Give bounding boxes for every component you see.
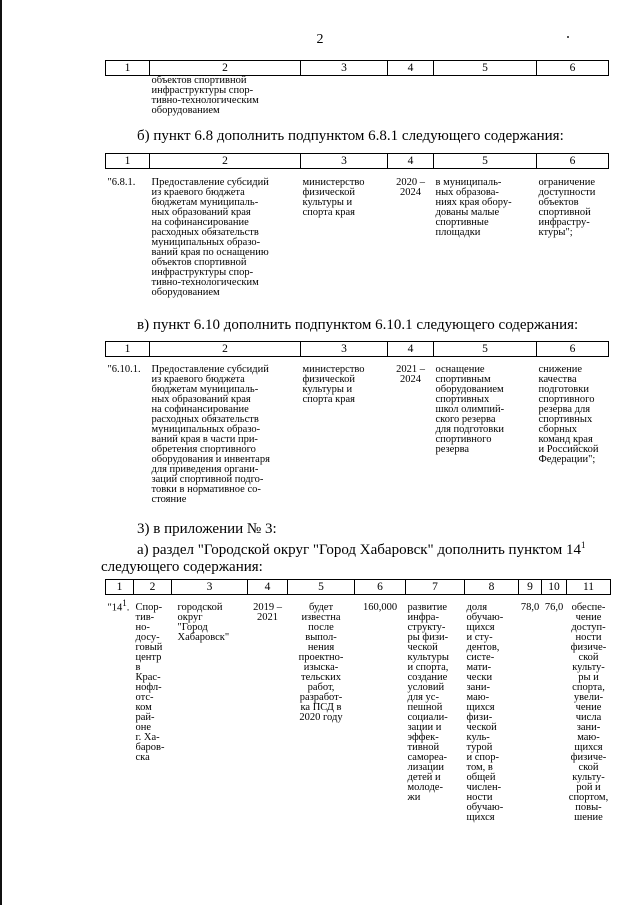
header-cell: 3 bbox=[301, 154, 388, 169]
cell-description: Предоставление субсидий из краевого бюджета бюджетам муниципаль- ных образований края на софинансирование расходных обязательств муниципальных образо- ваний края в части при- обретения спортивного оборудования и инвентаря для приведения органи- заций спортивной подго- товки в нормативное со- стояние bbox=[151, 364, 270, 505]
table-continuation bbox=[105, 60, 609, 116]
cell-effect: обеспе- чение доступ- ности физиче- ской культу- ры и спорта, увели- чение числа зани- маю- щихся физиче- ской культу- рой и спортом, повы- шение bbox=[568, 602, 609, 823]
cell-number bbox=[106, 595, 134, 824]
cell-period: 2019 – 2021 bbox=[253, 602, 282, 623]
cell-executor: министерство физической культуры и спорта края bbox=[302, 177, 365, 218]
cell-number-tail: . bbox=[126, 602, 130, 614]
cell-customer: городской округ "Город Хабаровск" bbox=[177, 602, 230, 643]
cell-cost: 160,000 bbox=[362, 602, 398, 613]
cell-description: Предоставление субсидий из краевого бюджета бюджетам муниципаль- ных образований края на софинансирование расходных обязательств муниципальных образо- ваний края по оснащению объектов спортивной инфраструктуры спор- тивно-технологическим оборудованием bbox=[151, 177, 269, 298]
page-edge bbox=[0, 0, 2, 905]
header-cell: 1 bbox=[106, 154, 150, 169]
header-cell: 2 bbox=[150, 61, 301, 76]
header-cell: 6 bbox=[537, 61, 609, 76]
table-header-row bbox=[106, 342, 609, 357]
cell-object: Спор- тив- но- досу- говый центр в Крас- нофл- отс- ком рай- оне г. Ха- баров- ска bbox=[135, 602, 165, 763]
header-cell: 2 bbox=[150, 342, 301, 357]
cell-executor: министерство физической культуры и спорта края bbox=[302, 364, 365, 405]
header-cell: 4 bbox=[388, 342, 434, 357]
cell-result: оснащение спортивным оборудованием спортивных школ олимпий- ского резерва для подготовки спортивного резерва bbox=[435, 364, 505, 455]
cell-result: в муниципаль- ных образова- ниях края обору- дованы малые спортивные площадки bbox=[435, 177, 512, 238]
cell-number: "6.8.1. bbox=[107, 177, 136, 188]
cell-description: объектов спортивной инфраструктуры спор- тивно-технологическим оборудованием bbox=[151, 75, 259, 116]
header-cell: 5 bbox=[434, 154, 537, 169]
header-cell: 1 bbox=[106, 580, 134, 595]
table-14-1 bbox=[105, 579, 611, 823]
cell-number-text: "14 bbox=[107, 602, 123, 614]
paragraph-b: б) пункт 6.8 дополнить подпунктом 6.8.1 следующего содержания: bbox=[137, 128, 564, 144]
cell-value-2020: 78,0 bbox=[520, 602, 540, 613]
header-cell: 3 bbox=[301, 342, 388, 357]
paragraph-c: в) пункт 6.10 дополнить подпунктом 6.10.1 следующего содержания: bbox=[137, 317, 579, 333]
table-row bbox=[106, 76, 609, 117]
table-6-8-1 bbox=[105, 153, 609, 298]
cell-capacity: будет известна после выпол- нения проектно- изыска- тельских работ, разработ- ка ПСД в 2020 году bbox=[298, 602, 344, 723]
cell-number: "6.10.1. bbox=[107, 364, 141, 375]
header-cell: 8 bbox=[465, 580, 519, 595]
table-header-row bbox=[106, 61, 609, 76]
header-cell: 3 bbox=[301, 61, 388, 76]
header-cell: 1 bbox=[106, 342, 150, 357]
table-header-row bbox=[106, 580, 611, 595]
paragraph-a-text: а) раздел "Городской округ "Город Хабаровск" дополнить пунктом 14 bbox=[137, 542, 581, 558]
cell-period: 2020 – 2024 bbox=[396, 177, 425, 198]
paragraph-3: 3) в приложении № 3: bbox=[137, 521, 277, 537]
header-cell: 5 bbox=[434, 61, 537, 76]
header-cell: 10 bbox=[542, 580, 567, 595]
table-row bbox=[106, 169, 609, 299]
header-cell: 5 bbox=[434, 342, 537, 357]
cell-period: 2021 – 2024 bbox=[396, 364, 425, 385]
cell-value-2021: 76,0 bbox=[544, 602, 564, 613]
cell-effect: ограничение доступности объектов спортивной инфрастру- ктуры"; bbox=[538, 177, 596, 238]
header-cell: 2 bbox=[150, 154, 301, 169]
header-cell: 3 bbox=[172, 580, 248, 595]
header-cell: 6 bbox=[537, 342, 609, 357]
paragraph-a bbox=[137, 542, 586, 558]
header-cell: 7 bbox=[406, 580, 465, 595]
page-number: 2 bbox=[316, 32, 324, 47]
header-cell: 1 bbox=[106, 61, 150, 76]
header-cell: 6 bbox=[355, 580, 406, 595]
table-row bbox=[106, 595, 611, 824]
header-cell: 11 bbox=[567, 580, 611, 595]
header-cell: 6 bbox=[537, 154, 609, 169]
header-cell: 4 bbox=[388, 154, 434, 169]
header-cell: 4 bbox=[388, 61, 434, 76]
header-cell: 5 bbox=[288, 580, 355, 595]
cell-effect: снижение качества подготовки спортивного резерва для спортивных сборных команд края и Российской Федерации"; bbox=[538, 364, 599, 465]
scan-dot bbox=[567, 36, 569, 38]
paragraph-a-sup: 1 bbox=[581, 540, 586, 550]
paragraph-a-cont: следующего содержания: bbox=[101, 559, 263, 575]
header-cell: 2 bbox=[134, 580, 172, 595]
table-row bbox=[106, 357, 609, 506]
table-6-10-1 bbox=[105, 341, 609, 505]
header-cell: 4 bbox=[248, 580, 288, 595]
header-cell: 9 bbox=[519, 580, 542, 595]
table-header-row bbox=[106, 154, 609, 169]
cell-number-sup: 1 bbox=[122, 598, 127, 608]
cell-indicator: доля обучаю- щихся и сту- дентов, систе- мати- чески зани- маю- щихся физи- ческой куль- турой и спор- том, в общей числен- ности обучаю- щихся bbox=[466, 602, 504, 823]
cell-goal: развитие инфра- структу- ры физи- ческой культуры и спорта, создание условий для ус- пешной социали- зации и эффек- тивной самореа- лизации детей и молоде- жи bbox=[407, 602, 449, 803]
